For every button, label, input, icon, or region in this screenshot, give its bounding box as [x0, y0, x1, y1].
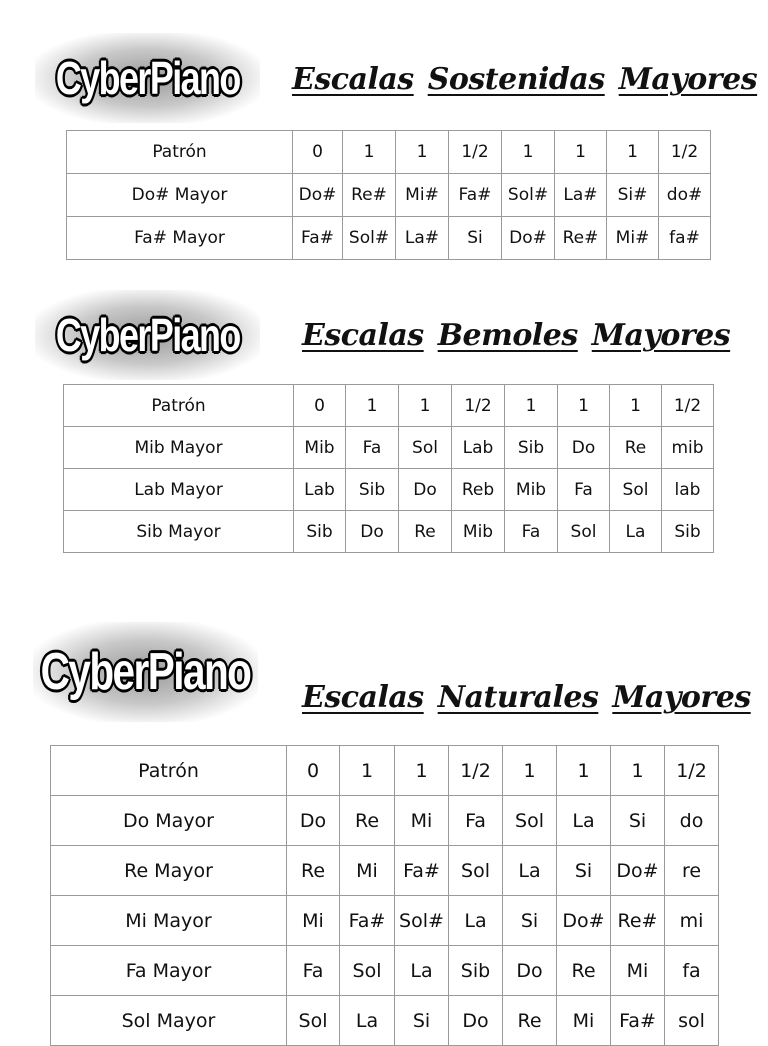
cell: Mi — [395, 796, 449, 846]
cell: Do — [346, 511, 399, 553]
cell: Mib — [505, 469, 558, 511]
table-row — [51, 746, 719, 796]
cell: Lab — [294, 469, 346, 511]
cell: Do# — [611, 846, 665, 896]
cell: Mi — [611, 946, 665, 996]
cell: Mib — [294, 427, 346, 469]
cell: 1 — [558, 385, 610, 427]
cell: Fa# — [611, 996, 665, 1046]
cell: Fa# — [340, 896, 395, 946]
table-row — [51, 946, 719, 996]
cell: 1/2 — [449, 746, 503, 796]
cell: Re — [610, 427, 662, 469]
title-word: Escalas — [302, 680, 424, 715]
cell: 1 — [340, 746, 395, 796]
cell: 0 — [293, 131, 343, 174]
cell: Fa — [505, 511, 558, 553]
cell: Sib — [449, 946, 503, 996]
cell: Lab — [452, 427, 505, 469]
cell: Sol — [340, 946, 395, 996]
cell: Si — [449, 217, 502, 260]
row-name: Patrón — [64, 385, 294, 427]
row-name: Re Mayor — [51, 846, 287, 896]
cell: Sol# — [395, 896, 449, 946]
cell: 1 — [557, 746, 611, 796]
title-word: Mayores — [612, 680, 751, 715]
row-name: Do Mayor — [51, 796, 287, 846]
cell: 1/2 — [449, 131, 502, 174]
title-word: Mayores — [618, 62, 758, 97]
row-name: Fa# Mayor — [67, 217, 293, 260]
cell: 1 — [346, 385, 399, 427]
cell: Fa — [287, 946, 340, 996]
table-row — [51, 796, 719, 846]
cell: Re — [399, 511, 452, 553]
logo-text: CyberPiano — [40, 643, 251, 701]
title-word: Bemoles — [437, 318, 578, 353]
row-name: Do# Mayor — [67, 174, 293, 217]
cell: Do# — [502, 217, 555, 260]
cell: Re — [340, 796, 395, 846]
cell: Do# — [293, 174, 343, 217]
title-word: Mayores — [591, 318, 731, 353]
cell: Mi — [287, 896, 340, 946]
row-name: Fa Mayor — [51, 946, 287, 996]
cell: 1 — [611, 746, 665, 796]
table-row — [51, 996, 719, 1046]
logo-text: CyberPiano — [55, 52, 240, 104]
row-name: Mi Mayor — [51, 896, 287, 946]
cell: La — [395, 946, 449, 996]
cell: fa — [665, 946, 719, 996]
cell: mib — [662, 427, 714, 469]
cell: Sol — [558, 511, 610, 553]
cell: Re — [557, 946, 611, 996]
cell: Mi# — [607, 217, 659, 260]
row-name: Patrón — [67, 131, 293, 174]
cell: Sib — [346, 469, 399, 511]
title-word: Naturales — [437, 680, 599, 715]
cell: Si# — [607, 174, 659, 217]
row-name: Sib Mayor — [64, 511, 294, 553]
cell: Sol — [399, 427, 452, 469]
cell: La — [340, 996, 395, 1046]
cell: Si — [611, 796, 665, 846]
row-name: Patrón — [51, 746, 287, 796]
table-row — [51, 896, 719, 946]
cell: 0 — [287, 746, 340, 796]
cell: Sol# — [502, 174, 555, 217]
cell: Do — [399, 469, 452, 511]
cell: 1 — [399, 385, 452, 427]
cell: 1/2 — [659, 131, 711, 174]
cell: do — [665, 796, 719, 846]
cell: Mi — [340, 846, 395, 896]
cell: Fa — [558, 469, 610, 511]
cell: Fa# — [293, 217, 343, 260]
cell: Re# — [555, 217, 607, 260]
cell: Sib — [294, 511, 346, 553]
cell: Sol — [287, 996, 340, 1046]
cell: Re — [503, 996, 557, 1046]
cell: La# — [555, 174, 607, 217]
cell: 1/2 — [662, 385, 714, 427]
cell: Do — [503, 946, 557, 996]
cell: Fa — [449, 796, 503, 846]
cell: 1 — [343, 131, 396, 174]
cell: Mi — [557, 996, 611, 1046]
logo-text: CyberPiano — [55, 309, 240, 361]
cell: 1 — [555, 131, 607, 174]
cell: Reb — [452, 469, 505, 511]
cell: mi — [665, 896, 719, 946]
cell: 1/2 — [452, 385, 505, 427]
cell: Do — [558, 427, 610, 469]
cell: Sol — [610, 469, 662, 511]
cell: fa# — [659, 217, 711, 260]
title-word: Escalas — [302, 318, 424, 353]
cell: La — [503, 846, 557, 896]
cell: sol — [665, 996, 719, 1046]
cell: Sol — [503, 796, 557, 846]
cell: La — [449, 896, 503, 946]
cell: 1 — [503, 746, 557, 796]
cell: 1/2 — [665, 746, 719, 796]
cell: Sib — [662, 511, 714, 553]
cell: 1 — [505, 385, 558, 427]
table-row — [51, 846, 719, 896]
cell: Re# — [611, 896, 665, 946]
cell: 1 — [502, 131, 555, 174]
cell: lab — [662, 469, 714, 511]
scale-table — [50, 745, 719, 1046]
cell: do# — [659, 174, 711, 217]
row-name: Lab Mayor — [64, 469, 294, 511]
title-word: Sostenidas — [427, 62, 605, 97]
cell: Fa — [346, 427, 399, 469]
cyberpiano-logo — [33, 622, 258, 722]
cell: Sib — [505, 427, 558, 469]
cell: Fa# — [449, 174, 502, 217]
cell: Re — [287, 846, 340, 896]
cell: Sol# — [343, 217, 396, 260]
row-name: Mib Mayor — [64, 427, 294, 469]
cell: 1 — [607, 131, 659, 174]
cell: Do — [449, 996, 503, 1046]
cell: 1 — [395, 746, 449, 796]
cell: 1 — [610, 385, 662, 427]
cell: 0 — [294, 385, 346, 427]
cell: Mib — [452, 511, 505, 553]
cell: La — [610, 511, 662, 553]
section-title — [302, 680, 751, 715]
cell: Si — [503, 896, 557, 946]
cell: Si — [395, 996, 449, 1046]
cell: Do# — [557, 896, 611, 946]
cell: Mi# — [396, 174, 449, 217]
cell: 1 — [396, 131, 449, 174]
cell: La — [557, 796, 611, 846]
title-word: Escalas — [292, 62, 414, 97]
cell: re — [665, 846, 719, 896]
cell: La# — [396, 217, 449, 260]
cell: Re# — [343, 174, 396, 217]
cell: Fa# — [395, 846, 449, 896]
cell: Do — [287, 796, 340, 846]
cell: Sol — [449, 846, 503, 896]
cell: Si — [557, 846, 611, 896]
row-name: Sol Mayor — [51, 996, 287, 1046]
